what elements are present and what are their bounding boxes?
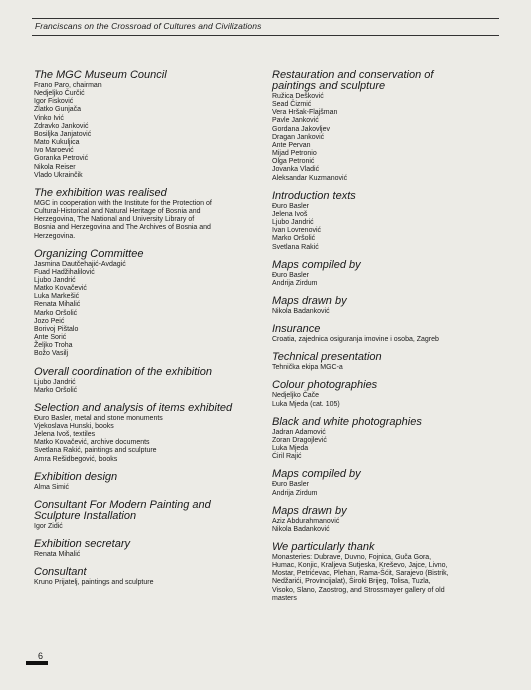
credit-line: Bosnia and Herzegovina and The Archives of Bosnia and [34, 224, 211, 232]
credit-line: Jovanka Vladić [272, 166, 320, 174]
section-heading: Organizing Committee [34, 247, 144, 260]
credit-section [34, 365, 270, 395]
section-heading: The MGC Museum Council [34, 69, 167, 81]
credit-line: Luka Mjeda [272, 445, 309, 453]
credit-section [34, 565, 270, 587]
credit-section [272, 189, 508, 252]
credit-line: Ivo Maroević [34, 147, 74, 155]
section-heading: Maps drawn by [272, 294, 347, 307]
section-heading: Exhibition secretary [34, 538, 130, 551]
credit-line: Nikola Badanković [272, 525, 330, 533]
section-heading: Insurance [272, 323, 321, 336]
running-header: Franciscans on the Crossroad of Cultures and Civilizations [35, 21, 262, 31]
credit-line: Frano Paro, chairman [34, 82, 102, 89]
credit-line: Andrija Zirdum [272, 279, 318, 287]
credit-line: Visoko, Slano, Zaostrog, and Strossmayer gallery of old [272, 586, 445, 594]
section-heading: Consultant For Modern Painting and Sculpture Installation [34, 498, 211, 522]
credit-section [272, 504, 508, 534]
credit-section [272, 540, 508, 603]
credit-line: Ćiril Rajić [272, 453, 302, 461]
credit-section [272, 258, 508, 288]
credit-line: Đuro Basler [272, 481, 309, 489]
credit-line: Nikola Badanković [272, 307, 330, 315]
credit-line: Ivan Lovrenović [272, 227, 322, 235]
top-rule [32, 18, 499, 19]
section-heading: Maps compiled by [272, 258, 361, 271]
section-heading: Maps compiled by [272, 468, 361, 481]
section-heading: Exhibition design [34, 470, 118, 483]
credit-section [34, 68, 270, 180]
credit-line: Marko Oršolić [34, 309, 78, 317]
section-heading: Colour photographies [272, 379, 378, 392]
credit-line: Matko Kovačević, archive documents [34, 439, 150, 447]
credit-section [34, 401, 270, 464]
credit-line: Luka Markešić [34, 293, 80, 301]
credit-line: Borivoj Pištalo [34, 325, 79, 333]
credit-line: Ante Sorić [34, 334, 67, 342]
section-heading: We particularly thank [272, 541, 375, 553]
credit-line: Vjekoslava Hunski, books [34, 423, 114, 430]
credit-section [34, 470, 270, 492]
credit-section [272, 322, 508, 344]
credit-line: Tehnička ekipa MGC-a [272, 364, 343, 372]
credit-line: Jadran Adamović [272, 428, 326, 436]
credit-line: Mato Kukuljica [34, 139, 80, 147]
credit-line: masters [272, 594, 297, 602]
credit-section [34, 498, 270, 531]
credit-line: Ružica Dešković [272, 93, 324, 100]
credit-line: Renata Mihalić [34, 551, 81, 559]
credit-line: Kruno Prijatelj, paintings and sculpture [34, 579, 154, 587]
credit-line: Fuad Hadžihalilović [34, 268, 95, 276]
credit-line: Jasmina Dautčehajić-Avdagić [34, 260, 126, 268]
credit-line: Božo Vasilj [34, 350, 69, 358]
section-heading: Consultant [34, 566, 87, 579]
credit-section [34, 186, 270, 241]
credit-line: Herzegovina, The National and University Library of [34, 216, 195, 224]
credit-line: Pavle Janković [272, 117, 319, 125]
credit-line: Marko Oršolić [272, 235, 316, 243]
credit-line: Ljubo Jandrić [34, 276, 76, 284]
credit-line: Igor Fisković [34, 98, 74, 106]
credit-line: Amra Rešidbegović, books [34, 455, 118, 463]
right-column [272, 68, 508, 609]
credit-line: Luka Mjeda (cat. 105) [272, 400, 340, 408]
section-heading: Technical presentation [272, 351, 382, 364]
credit-line: Svetlana Rakić, paintings and sculpture [34, 447, 157, 455]
credit-line: Alma Simić [34, 483, 70, 491]
credit-line: Željko Troha [34, 342, 73, 350]
credit-line: Gordana Jakovljev [272, 125, 330, 133]
credit-line: Vlado Ukrainčik [34, 171, 83, 179]
credit-line: Đuro Basler, metal and stone monuments [34, 414, 163, 422]
section-heading: Restauration and conservation of paintings and sculpture [272, 69, 434, 92]
credit-section [272, 378, 508, 408]
section-heading: Maps drawn by [272, 504, 347, 517]
credit-line: Đuro Basler [272, 202, 309, 210]
credit-line: Jelena Ivoš [272, 210, 308, 218]
credit-line: Zlatko Gunjača [34, 106, 82, 114]
section-heading: Overall coordination of the exhibition [34, 365, 212, 378]
credit-section [272, 294, 508, 316]
credit-line: Olga Petronić [272, 158, 315, 166]
credit-line: Cultural-Historical and Natural Heritage of Bosnia and [34, 208, 201, 216]
credit-line: Mostar, Petrićevac, Plehan, Rama-Šćit, Sarajevo (Bistrik, [272, 570, 449, 578]
credit-line: Herzegovina. [34, 232, 76, 240]
credit-line: Svetlana Rakić [272, 243, 319, 251]
credit-section [272, 415, 508, 462]
credit-line: Ljubo Jandrić [34, 378, 76, 386]
credit-section [34, 537, 270, 559]
footer-bar [26, 661, 48, 665]
credit-line: Ante Pervan [272, 141, 311, 149]
section-heading: The exhibition was realised [34, 186, 167, 199]
credit-line: Mijad Petronio [272, 150, 317, 158]
credit-line: Goranka Petrović [34, 155, 89, 163]
credit-section [272, 350, 508, 372]
credit-line: Ljubo Jandrić [272, 219, 314, 227]
page-number: 6 [38, 651, 44, 661]
left-column [34, 68, 270, 593]
section-heading: Selection and analysis of items exhibited [34, 401, 233, 414]
credit-line: Dragan Janković [272, 133, 325, 141]
credit-line: Jozo Peić [34, 317, 65, 325]
credit-line: MGC in cooperation with the Institute for the Protection of [34, 199, 212, 207]
credit-line: Croatia, zajednica osiguranja imovine i osoba, Zagreb [272, 336, 439, 344]
credit-line: Nedjeljko Čače [272, 392, 320, 400]
credit-line: Aleksandar Kuzmanović [272, 174, 348, 182]
credit-line: Nedžarići, Provincijalat), Široki Brijeg, Tolisa, Tuzla, [272, 578, 431, 586]
credit-section [272, 68, 508, 183]
credit-line: Andrija Zirdum [272, 489, 318, 497]
credit-line: Jelena Ivoš, textiles [34, 431, 96, 439]
credit-line: Nedjeljko Čurčić [34, 90, 85, 98]
credit-line: Igor Zidić [34, 522, 63, 530]
credit-line: Zoran Dragojlević [272, 436, 327, 444]
header-rule [32, 35, 499, 36]
credit-line: Vinko Ivić [34, 114, 64, 122]
credit-line: Monasteries: Dubrave, Duvno, Fojnica, Guča Gora, [272, 554, 432, 561]
credit-line: Renata Mihalić [34, 301, 81, 309]
credit-line: Zdravko Janković [34, 122, 89, 130]
credit-line: Humac, Konjic, Kraljeva Sutjeska, Kreševo, Jajce, Livno, [272, 562, 448, 570]
credit-line: Vera Hršak-Flajšman [272, 109, 338, 117]
credit-line: Bosiljka Janjatović [34, 130, 92, 138]
credit-section [34, 247, 270, 359]
credit-line: Matko Kovačević [34, 285, 87, 293]
credit-line: Đuro Basler [272, 271, 309, 279]
credit-section [272, 467, 508, 497]
credit-line: Marko Oršolić [34, 386, 78, 394]
section-heading: Black and white photographies [272, 415, 422, 428]
credit-line: Sead Čizmić [272, 101, 312, 109]
section-heading: Introduction texts [272, 189, 356, 202]
credit-line: Nikola Reiser [34, 163, 76, 171]
credit-line: Aziz Abdurahmanović [272, 517, 340, 525]
